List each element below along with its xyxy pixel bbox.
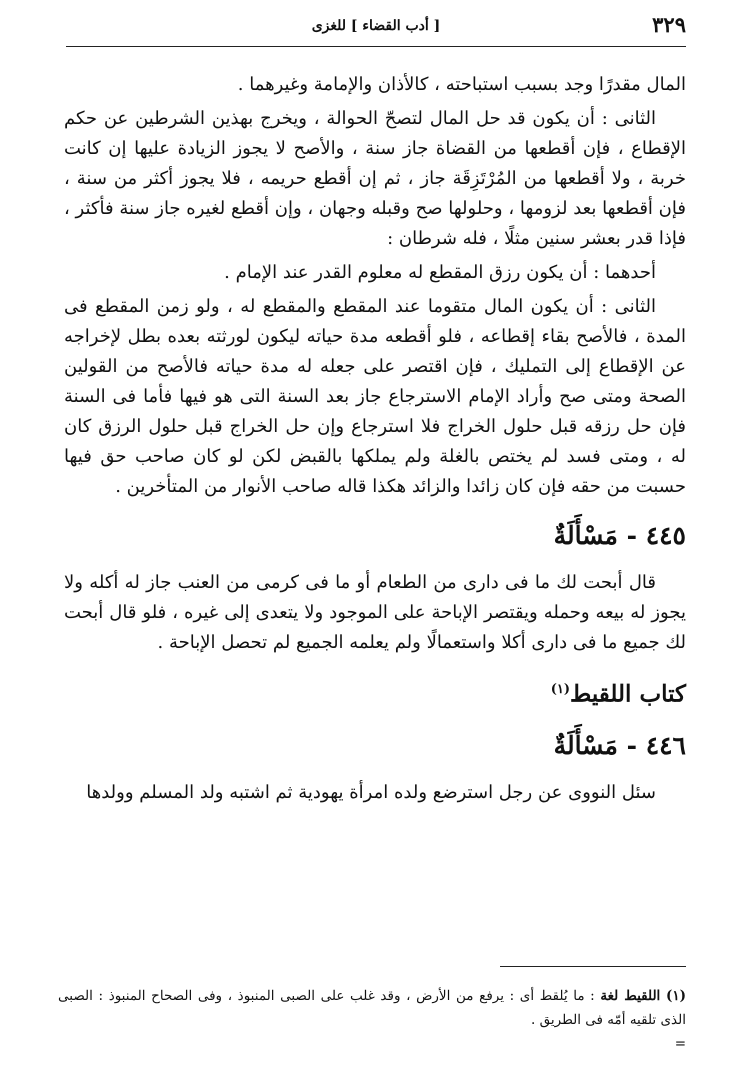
issue-446-text: سئل النووى عن رجل استرضع ولده امرأة يهودية ثم اشتبه ولد المسلم وولدها <box>86 782 656 803</box>
paragraph-continuation: المال مقدرًا وجد بسبب استباحته ، كالأذان والإمامة وغيرهما . <box>237 74 686 95</box>
chapter-heading <box>64 668 686 712</box>
header-divider <box>66 46 686 47</box>
running-title: [ أدب القضاء ] للغزى <box>311 18 441 34</box>
paragraph-first-of-two: أحدهما : أن يكون رزق المقطع له معلوم القدر عند الإمام . <box>224 262 656 283</box>
paragraph-second-of-two: الثانى : أن يكون المال متقوما عند المقطع والمقطع له ، ولو زمن المقطع فى المدة ، فالأصح بقاء إقطاعه ، فلو أقطعه مدة حياته ليكون لورثته بعده بطل لإخراجه عن الإقطاع إلى التمليك ، فإن اقتصر على جعله له مدة حياته فالأصح من القولين الصحة ومتى صح وأراد الإمام الاسترجاع جاز بعد السنة التى هو فيها فأما فى السنة فإن حل رزقه قبل حلول الخراج فلا استرجاع وإن حل الخراج قبل حلول الرزق كان له ، ومتى فسد لم يختص بالغلة ولم يملكها بالقبض لكن لو كان صاحب حق فيها حسبت من حقه فإن كان زائدا والزائد هكذا قاله صاحب الأنوار من المتأخرين . <box>64 296 686 497</box>
footnote-divider <box>500 966 686 967</box>
main-text <box>64 70 686 808</box>
footnote-continuation-mark: = <box>674 1036 686 1052</box>
footnote-1 <box>58 984 686 1032</box>
footnote-reference: (١) <box>550 682 571 697</box>
footnote-term: اللقيط لغة <box>600 988 661 1004</box>
issue-heading-446: ٤٤٦ - مَسْأَلَةٌ <box>553 731 686 760</box>
issue-445-text: قال أبحت لك ما فى دارى من الطعام أو ما فى كرمى من العنب جاز له أكله ولا يجوز له بيعه وحمله ويقتصر الإباحة على الموجود ولا يتعدى إلى غيره ، فلو قال أبحت لك جميع ما فى دارى أكلا واستعمالًا ولم يعلمه الجميع لم تحصل الإباحة . <box>64 572 686 653</box>
footnotes <box>58 984 686 1056</box>
footnote-marker: (١) <box>665 988 686 1004</box>
footnote-text: : ما يُلقط أى : يرفع من الأرض ، وقد غلب على الصبى المنبوذ ، وفى الصحاح المنبوذ : الصبى الذى تلقيه أمّه فى الطريق . <box>58 988 686 1028</box>
paragraph-second-condition: الثانى : أن يكون قد حل المال لتصحّ الحوالة ، ويخرج بهذين الشرطين عن حكم الإقطاع ، فإن أقطعها من القضاة جاز سنة ، والأصح لا يجوز الزيادة عليها إن كانت خربة ، ولا أقطعها من المُرْتَزِقَة جاز ، ثم إن أقطع حريمه ، فلا يجوز أكثر من سنة ، فإن أقطعها بعد لزومها ، وحلولها صح وقبله وجهان ، وإن أقطع لغيره جاز سنة فأكثر ، فإذا قدر بعشر سنين مثلًا ، فله شرطان : <box>64 108 686 249</box>
page-header <box>66 12 686 42</box>
chapter-title: كتاب اللقيط <box>570 680 686 708</box>
issue-heading-445: ٤٤٥ - مَسْأَلَةٌ <box>553 521 686 550</box>
page-number: ٣٢٩ <box>652 12 686 37</box>
